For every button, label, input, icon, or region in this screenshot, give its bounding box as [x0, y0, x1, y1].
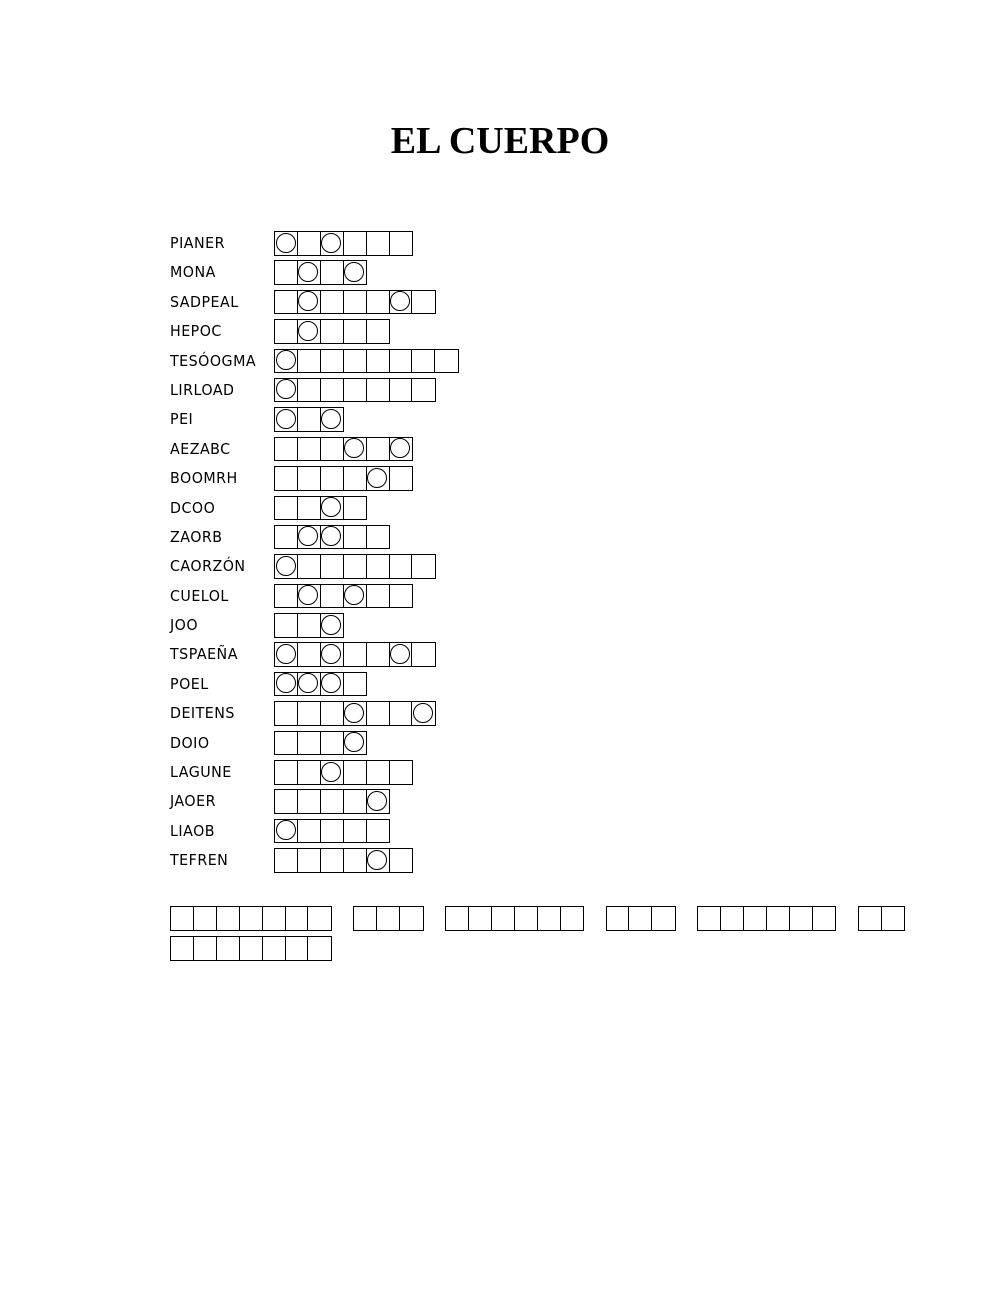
- letter-box[interactable]: [343, 789, 368, 814]
- answer-letter-box[interactable]: [239, 906, 264, 931]
- letter-box[interactable]: [297, 642, 322, 667]
- scrambled-word: LAGUNE: [170, 763, 232, 782]
- scrambled-word: PIANER: [170, 234, 225, 252]
- letter-box[interactable]: [366, 819, 391, 844]
- letter-box[interactable]: [297, 848, 322, 873]
- answer-word: [606, 906, 675, 936]
- circled-letter-box[interactable]: [366, 789, 391, 814]
- letter-box[interactable]: [389, 554, 414, 579]
- circled-letter-box[interactable]: [389, 437, 414, 462]
- letter-box[interactable]: [274, 437, 299, 462]
- letter-box[interactable]: [297, 789, 322, 814]
- circled-letter-box[interactable]: [297, 260, 322, 285]
- answer-word: [697, 906, 834, 936]
- answer-letter-box[interactable]: [789, 906, 814, 931]
- answer-letter-box[interactable]: [193, 906, 218, 931]
- scrambled-word: MONA: [170, 263, 216, 282]
- letter-box[interactable]: [366, 349, 391, 374]
- scrambled-word: TEFREN: [170, 851, 229, 870]
- circled-letter-box[interactable]: [366, 466, 391, 491]
- letter-boxes: [274, 642, 434, 667]
- letter-box[interactable]: [389, 378, 414, 403]
- scrambled-word: POEL: [170, 674, 209, 693]
- letter-box[interactable]: [389, 584, 414, 609]
- scrambled-word: ZAORB: [170, 527, 223, 546]
- letter-box[interactable]: [320, 349, 345, 374]
- letter-box[interactable]: [274, 290, 299, 315]
- letter-box[interactable]: [343, 496, 368, 521]
- circled-letter-box[interactable]: [274, 642, 299, 667]
- answer-letter-box[interactable]: [858, 906, 883, 931]
- letter-box[interactable]: [274, 731, 299, 756]
- letter-boxes: [274, 554, 434, 579]
- scrambled-word: LIAOB: [170, 821, 216, 840]
- letter-box[interactable]: [274, 525, 299, 550]
- letter-boxes: [274, 378, 434, 403]
- letter-boxes: [274, 819, 389, 844]
- letter-box[interactable]: [343, 525, 368, 550]
- letter-boxes: [274, 466, 411, 491]
- answer-word: [858, 906, 904, 936]
- answer-word: [353, 906, 422, 936]
- letter-box[interactable]: [297, 554, 322, 579]
- circled-letter-box[interactable]: [297, 319, 322, 344]
- answer-letter-box[interactable]: [560, 906, 585, 931]
- scrambled-word: CUELOL: [170, 586, 229, 605]
- answer-letter-box[interactable]: [766, 906, 791, 931]
- letter-box[interactable]: [389, 848, 414, 873]
- letter-box[interactable]: [389, 349, 414, 374]
- letter-box[interactable]: [366, 319, 391, 344]
- letter-box[interactable]: [343, 378, 368, 403]
- letter-box[interactable]: [343, 642, 368, 667]
- answer-word: [445, 906, 582, 936]
- letter-box[interactable]: [297, 437, 322, 462]
- letter-box[interactable]: [366, 378, 391, 403]
- letter-box[interactable]: [274, 613, 299, 638]
- letter-boxes: [274, 701, 434, 726]
- letter-boxes: [274, 613, 343, 638]
- answer-letter-box[interactable]: [307, 936, 332, 961]
- scrambled-word: TSPAEÑA: [170, 645, 238, 664]
- answer-letter-box[interactable]: [537, 906, 562, 931]
- letter-box[interactable]: [366, 760, 391, 785]
- circled-letter-box[interactable]: [389, 642, 414, 667]
- letter-box[interactable]: [366, 642, 391, 667]
- answer-letter-box[interactable]: [262, 906, 287, 931]
- letter-box[interactable]: [343, 231, 368, 256]
- letter-box[interactable]: [411, 642, 436, 667]
- answer-line: [170, 906, 970, 936]
- circled-letter-box[interactable]: [343, 584, 368, 609]
- letter-box[interactable]: [297, 819, 322, 844]
- circled-letter-box[interactable]: [274, 407, 299, 432]
- circled-letter-box[interactable]: [297, 525, 322, 550]
- answer-letter-box[interactable]: [193, 936, 218, 961]
- letter-box[interactable]: [343, 466, 368, 491]
- letter-box[interactable]: [320, 437, 345, 462]
- letter-boxes: [274, 525, 389, 550]
- answer-letter-box[interactable]: [651, 906, 676, 931]
- circled-letter-box[interactable]: [343, 731, 368, 756]
- letter-boxes: [274, 584, 411, 609]
- answer-letter-box[interactable]: [445, 906, 470, 931]
- letter-box[interactable]: [274, 848, 299, 873]
- letter-box[interactable]: [320, 789, 345, 814]
- circled-letter-box[interactable]: [343, 701, 368, 726]
- answer-letter-box[interactable]: [285, 906, 310, 931]
- letter-box[interactable]: [411, 349, 436, 374]
- letter-box[interactable]: [320, 731, 345, 756]
- circled-letter-box[interactable]: [274, 349, 299, 374]
- circled-letter-box[interactable]: [274, 378, 299, 403]
- letter-box[interactable]: [320, 378, 345, 403]
- circled-letter-box[interactable]: [274, 819, 299, 844]
- letter-box[interactable]: [297, 496, 322, 521]
- circled-letter-box[interactable]: [274, 672, 299, 697]
- circled-letter-box[interactable]: [320, 407, 345, 432]
- letter-boxes: [274, 349, 457, 374]
- circled-letter-box[interactable]: [274, 554, 299, 579]
- scrambled-word: JOO: [170, 616, 199, 635]
- circled-letter-box[interactable]: [343, 260, 368, 285]
- letter-box[interactable]: [343, 760, 368, 785]
- letter-box[interactable]: [320, 848, 345, 873]
- circled-letter-box[interactable]: [297, 672, 322, 697]
- letter-boxes: [274, 407, 343, 432]
- letter-box[interactable]: [274, 584, 299, 609]
- letter-box[interactable]: [343, 554, 368, 579]
- letter-box[interactable]: [343, 349, 368, 374]
- letter-box[interactable]: [320, 466, 345, 491]
- circled-letter-box[interactable]: [320, 760, 345, 785]
- letter-box[interactable]: [366, 437, 391, 462]
- letter-box[interactable]: [297, 466, 322, 491]
- letter-box[interactable]: [297, 613, 322, 638]
- answer-letter-box[interactable]: [353, 906, 378, 931]
- scrambled-word: SADPEAL: [170, 292, 239, 311]
- scrambled-word: DOIO: [170, 733, 210, 752]
- answer-letter-box[interactable]: [628, 906, 653, 931]
- scrambled-word: DEITENS: [170, 704, 235, 723]
- scrambled-word: LIRLOAD: [170, 380, 235, 399]
- letter-box[interactable]: [320, 584, 345, 609]
- letter-box[interactable]: [274, 466, 299, 491]
- letter-box[interactable]: [343, 819, 368, 844]
- letter-box[interactable]: [274, 319, 299, 344]
- scrambled-word: PEI: [170, 410, 194, 429]
- letter-boxes: [274, 789, 389, 814]
- answer-letter-box[interactable]: [170, 906, 195, 931]
- answer-letter-box[interactable]: [812, 906, 837, 931]
- letter-box[interactable]: [274, 760, 299, 785]
- scrambled-word: JAOER: [170, 792, 216, 811]
- letter-box[interactable]: [366, 701, 391, 726]
- circled-letter-box[interactable]: [389, 290, 414, 315]
- letter-box[interactable]: [389, 466, 414, 491]
- circled-letter-box[interactable]: [320, 525, 345, 550]
- letter-box[interactable]: [320, 554, 345, 579]
- answer-letter-box[interactable]: [743, 906, 768, 931]
- letter-box[interactable]: [343, 672, 368, 697]
- scrambled-word: BOOMRH: [170, 469, 238, 488]
- circled-letter-box[interactable]: [320, 642, 345, 667]
- letter-box[interactable]: [297, 701, 322, 726]
- answer-letter-box[interactable]: [881, 906, 906, 931]
- letter-boxes: [274, 290, 434, 315]
- answer-letter-box[interactable]: [216, 936, 241, 961]
- answer-word: [170, 936, 330, 966]
- letter-boxes: [274, 437, 411, 462]
- circled-letter-box[interactable]: [320, 231, 345, 256]
- letter-box[interactable]: [320, 319, 345, 344]
- letter-box[interactable]: [411, 378, 436, 403]
- answer-letter-box[interactable]: [285, 936, 310, 961]
- letter-box[interactable]: [274, 701, 299, 726]
- letter-box[interactable]: [274, 789, 299, 814]
- circled-letter-box[interactable]: [343, 437, 368, 462]
- letter-box[interactable]: [389, 231, 414, 256]
- letter-boxes: [274, 496, 366, 521]
- letter-box[interactable]: [411, 554, 436, 579]
- letter-box[interactable]: [389, 701, 414, 726]
- scrambled-word: AEZABC: [170, 439, 231, 458]
- circled-letter-box[interactable]: [366, 848, 391, 873]
- letter-box[interactable]: [366, 231, 391, 256]
- letter-boxes: [274, 760, 411, 785]
- hidden-phrase-answer: [170, 906, 970, 966]
- answer-letter-box[interactable]: [239, 936, 264, 961]
- circled-letter-box[interactable]: [320, 672, 345, 697]
- answer-letter-box[interactable]: [468, 906, 493, 931]
- answer-letter-box[interactable]: [216, 906, 241, 931]
- letter-box[interactable]: [274, 496, 299, 521]
- scrambled-word: DCOO: [170, 498, 216, 517]
- letter-box[interactable]: [434, 349, 459, 374]
- letter-box[interactable]: [389, 760, 414, 785]
- answer-letter-box[interactable]: [514, 906, 539, 931]
- letter-box[interactable]: [297, 378, 322, 403]
- answer-letter-box[interactable]: [606, 906, 631, 931]
- letter-box[interactable]: [297, 407, 322, 432]
- answer-letter-box[interactable]: [491, 906, 516, 931]
- answer-letter-box[interactable]: [720, 906, 745, 931]
- scrambled-word: CAORZÓN: [170, 557, 246, 576]
- scrambled-word: HEPOC: [170, 322, 222, 341]
- letter-boxes: [274, 231, 411, 256]
- letter-box[interactable]: [411, 290, 436, 315]
- letter-box[interactable]: [320, 701, 345, 726]
- scrambled-word: TESÓOGMA: [170, 351, 257, 370]
- letter-box[interactable]: [366, 525, 391, 550]
- letter-boxes: [274, 731, 366, 756]
- letter-box[interactable]: [366, 584, 391, 609]
- answer-letter-box[interactable]: [697, 906, 722, 931]
- answer-line: [170, 936, 970, 966]
- letter-box[interactable]: [343, 319, 368, 344]
- circled-letter-box[interactable]: [320, 496, 345, 521]
- letter-box[interactable]: [297, 231, 322, 256]
- letter-box[interactable]: [297, 760, 322, 785]
- letter-boxes: [274, 319, 389, 344]
- circled-letter-box[interactable]: [411, 701, 436, 726]
- letter-box[interactable]: [297, 731, 322, 756]
- letter-box[interactable]: [320, 260, 345, 285]
- answer-word: [170, 906, 330, 936]
- circled-letter-box[interactable]: [320, 613, 345, 638]
- answer-letter-box[interactable]: [399, 906, 424, 931]
- letter-box[interactable]: [366, 554, 391, 579]
- circled-letter-box[interactable]: [297, 290, 322, 315]
- letter-box[interactable]: [320, 819, 345, 844]
- circled-letter-box[interactable]: [274, 231, 299, 256]
- letter-boxes: [274, 848, 411, 873]
- answer-letter-box[interactable]: [170, 936, 195, 961]
- letter-box[interactable]: [297, 349, 322, 374]
- page-title: EL CUERPO: [390, 120, 610, 162]
- letter-boxes: [274, 260, 366, 285]
- letter-box[interactable]: [343, 290, 368, 315]
- letter-box[interactable]: [343, 848, 368, 873]
- letter-box[interactable]: [320, 290, 345, 315]
- letter-box[interactable]: [366, 290, 391, 315]
- letter-boxes: [274, 672, 366, 697]
- letter-box[interactable]: [274, 260, 299, 285]
- answer-letter-box[interactable]: [376, 906, 401, 931]
- answer-letter-box[interactable]: [262, 936, 287, 961]
- circled-letter-box[interactable]: [297, 584, 322, 609]
- answer-letter-box[interactable]: [307, 906, 332, 931]
